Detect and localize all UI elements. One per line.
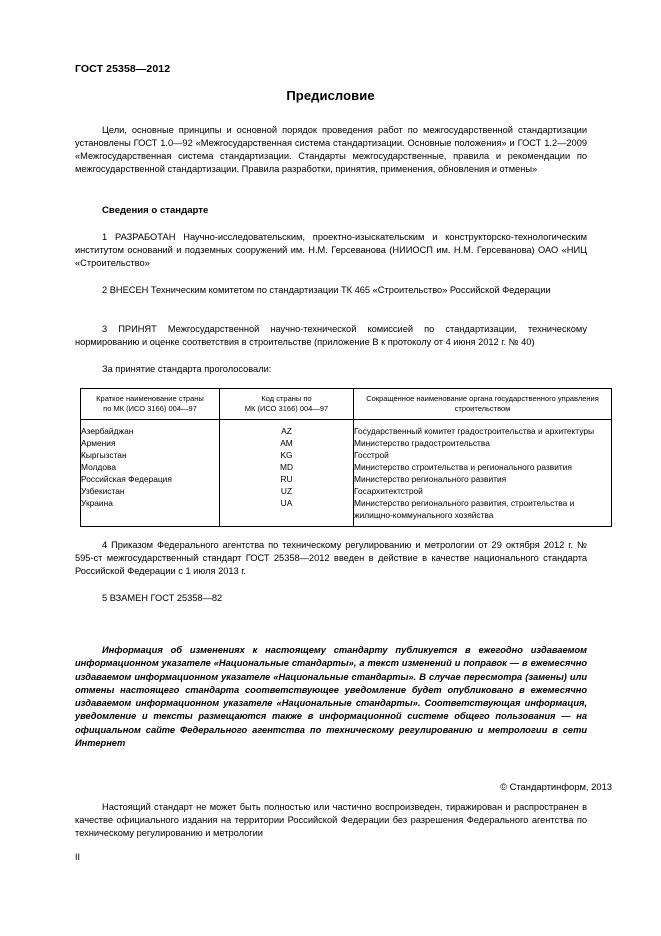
header-country-line-2: по МК (ИСО 3166) 004—97 [103, 404, 197, 414]
cell-country: Азербайджан [81, 420, 220, 438]
page-title: Предисловие [286, 88, 375, 103]
table-row [81, 461, 612, 473]
standard-info-item-5: 5 ВЗАМЕН ГОСТ 25358—82 [102, 593, 223, 603]
header-authority-line-1: Сокращенное наименование органа государственного управления [366, 394, 599, 403]
standard-info-item-2: 2 ВНЕСЕН Техническим комитетом по стандартизации ТК 465 «Строительство» Российской Федерации [102, 285, 551, 295]
table-row [81, 473, 612, 485]
header-code-line-1: Код страны по [261, 394, 312, 403]
cell-authority: Министерство строительства и регионального развития [354, 461, 612, 473]
vote-table-header-country [81, 389, 220, 420]
cell-code: UA [220, 497, 354, 527]
copyright-line: © Стандартинформ, 2013 [500, 781, 612, 792]
cell-code: AZ [220, 420, 354, 438]
table-row [81, 449, 612, 461]
running-header: ГОСТ 25358—2012 [75, 63, 171, 75]
header-authority-line-2: строительством [454, 404, 511, 414]
header-code-line-2: МК (ИСО 3166) 004—97 [244, 404, 329, 414]
vote-table-header-authority [354, 389, 612, 420]
cell-authority: Госархитектстрой [354, 485, 612, 497]
cell-code: MD [220, 461, 354, 473]
cell-authority: Министерство регионального развития [354, 473, 612, 485]
amendment-notice: Информация об изменениях к настоящему стандарту публикуется в ежегодно издаваемом информационном указателе «Национальные стандарты», а текст изменений и поправок — в ежемесячно издаваемом информационном указателе «Национальные стандарты». В случае пересмотра (замены) или отмены настоящего стандарта соответствующее уведомление будет опубликовано в ежемесячно издаваемом информационном указателе «Национальные стандарты». Соответствующая информация, уведомление и тексты размещаются также в информационной системе общего пользования — на официальном сайте Федерального агентства по техническому регулированию и метрологии в сети Интернет [75, 645, 587, 749]
cell-country: Молдова [81, 461, 220, 473]
standard-info-item-1: 1 РАЗРАБОТАН Научно-исследовательским, проектно-изыскательским и конструкторско-технологическим институтом оснований и подземных сооружений им. Н.М. Герсеванова (НИИОСП им. Н.М. Герсеванова) ОАО «НИЦ «Строительство» [75, 232, 587, 269]
cell-country: Украина [81, 497, 220, 527]
table-row [81, 437, 612, 449]
table-row [81, 497, 612, 527]
cell-code: AM [220, 437, 354, 449]
table-row [81, 420, 612, 438]
cell-code: KG [220, 449, 354, 461]
cell-authority: Министерство градостроительства [354, 437, 612, 449]
vote-table-caption: За принятие стандарта проголосовали: [102, 364, 272, 374]
cell-code: RU [220, 473, 354, 485]
standard-info-item-4: 4 Приказом Федерального агентства по техническому регулированию и метрологии от 29 октября 2012 г. № 595-ст межгосударственный стандарт ГОСТ 25358—2012 введен в действие в качестве национального стандарта Российской Федерации с 1 июля 2013 г. [75, 540, 587, 577]
cell-code: UZ [220, 485, 354, 497]
standard-info-heading: Сведения о стандарте [102, 205, 209, 216]
reproduction-notice: Настоящий стандарт не может быть полностью или частично воспроизведен, тиражирован и распространен в качестве официального издания на территории Российской Федерации без разрешения Федерального агентства по техническому регулированию и метрологии [75, 802, 587, 839]
standard-info-item-3: 3 ПРИНЯТ Межгосударственной научно-технической комиссией по стандартизации, техническому нормированию и оценке соответствия в строительстве (приложение В к протоколу от 4 июня 2012 г. № 40) [75, 324, 587, 348]
vote-table-header-row [81, 389, 612, 420]
cell-country: Кыргызстан [81, 449, 220, 461]
cell-authority: Государственный комитет градостроительства и архитектуры [354, 420, 612, 438]
table-row [81, 485, 612, 497]
cell-authority: Госстрой [354, 449, 612, 461]
vote-table-head [81, 389, 612, 420]
cell-authority: Министерство регионального развития, строительства и жилищно-коммунального хозяйства [354, 497, 612, 527]
vote-table-header-code [220, 389, 354, 420]
cell-country: Узбекистан [81, 485, 220, 497]
vote-table-body [81, 420, 612, 527]
vote-table [80, 388, 612, 527]
header-country-line-1: Краткое наименование страны [96, 394, 204, 403]
cell-country: Армения [81, 437, 220, 449]
intro-paragraph: Цели, основные принципы и основной порядок проведения работ по межгосударственной стандартизации установлены ГОСТ 1.0—92 «Межгосударственная система стандартизации. Основные положения» и ГОСТ 1.2—2009 «Межгосударственная система стандартизации. Стандарты межгосударственные, правила и рекомендации по межгосударственной стандартизации. Правила разработки, принятия, применения, обновления и отмены» [75, 125, 587, 175]
page-number: II [75, 852, 81, 862]
cell-country: Российская Федерация [81, 473, 220, 485]
